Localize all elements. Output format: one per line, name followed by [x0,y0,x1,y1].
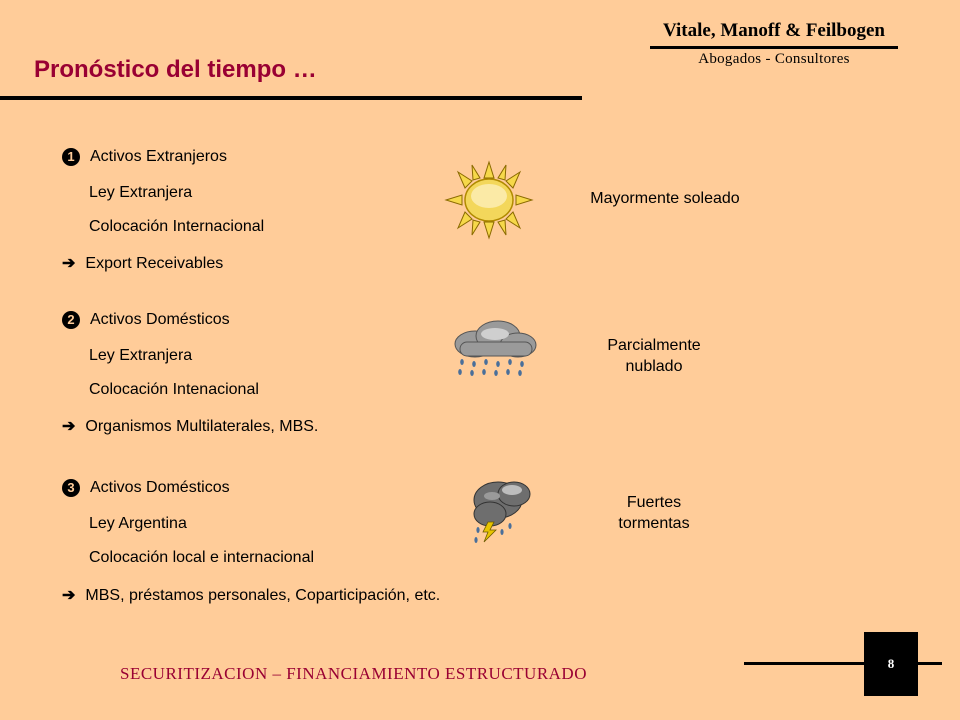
arrow-right-icon: ➔ [62,587,76,604]
section-1-forecast [572,190,758,208]
section-2-heading-text: Activos Domésticos [90,311,230,329]
section-1-forecast-line-1: Mayormente soleado [590,190,740,207]
section-3-heading [62,479,230,497]
section-2-arrow-text: Organismos Multilaterales, MBS. [85,418,319,435]
section-3-forecast-line-1: Fuertes [626,494,682,511]
numbered-bullet-icon: 2 [62,311,80,329]
section-1-line-2: Colocación Internacional [89,218,265,235]
firm-subtitle: Abogados - Consultores [698,51,850,67]
section-3-forecast-line-2: tormentas [618,515,690,532]
storm-cloud-icon [468,478,534,544]
section-3-heading-text: Activos Domésticos [90,479,230,497]
section-1-arrow-line [62,253,223,273]
section-1-heading [62,148,227,166]
section-3-forecast [592,494,716,533]
section-2-heading [62,311,230,329]
footer-text: SECURITIZACION – FINANCIAMIENTO ESTRUCTURADO [120,664,587,683]
firm-name: Vitale, Manoff & Feilbogen [663,20,885,41]
section-1-line-1: Ley Extranjera [89,184,193,201]
page-title: Pronóstico del tiempo … [34,56,317,83]
section-2-line-2: Colocación Intenacional [89,381,259,398]
section-1-arrow-text: Export Receivables [85,255,224,272]
arrow-right-icon: ➔ [62,255,76,272]
section-2-line-1: Ley Extranjera [89,347,193,364]
numbered-bullet-icon: 3 [62,479,80,497]
title-divider [0,96,582,100]
page-number: 8 [864,632,918,696]
section-1-heading-text: Activos Extranjeros [90,148,227,166]
section-3-line-2: Colocación local e internacional [89,549,315,566]
section-2-forecast-line-2: nublado [625,358,683,375]
arrow-right-icon: ➔ [62,418,76,435]
sun-icon [444,160,534,240]
section-3-line-1: Ley Argentina [89,515,187,532]
section-3-arrow-text: MBS, préstamos personales, Coparticipación, etc. [85,587,441,604]
section-2-forecast [592,337,716,376]
section-2-forecast-line-1: Parcialmente [607,337,701,354]
firm-divider [650,46,898,49]
numbered-bullet-icon: 1 [62,148,80,166]
section-3-arrow-line [62,585,440,605]
rain-cloud-icon [450,318,540,378]
section-2-arrow-line [62,416,318,436]
